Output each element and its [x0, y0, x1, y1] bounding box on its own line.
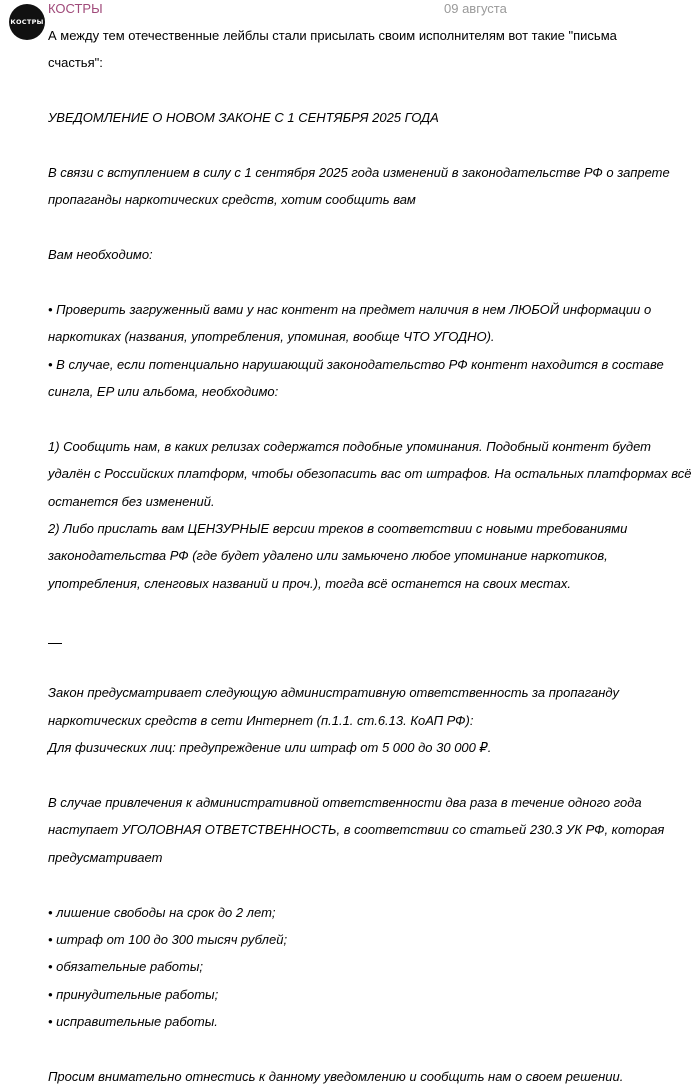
spacer: [48, 878, 673, 892]
spacer: [48, 221, 673, 235]
spacer: [48, 769, 673, 783]
law-line: наркотических средств в сети Интернет (п.1.1. ст.6.13. КоАП РФ):: [48, 712, 474, 728]
option-line: останется без изменений.: [48, 493, 215, 509]
penalty-item: • лишение свободы на срок до 2 лет;: [48, 904, 276, 920]
para-line: В связи с вступлением в силу с 1 сентября 2025 года изменений в законодательстве РФ о запрете: [48, 164, 670, 180]
spacer: [48, 412, 673, 426]
penalty-item: • исправительные работы.: [48, 1014, 218, 1030]
cut-off-line: Просим внимательно отнестись к данному уведомлению и сообщить нам о своем решении.: [48, 1068, 624, 1084]
criminal-line: предусматривает: [48, 849, 163, 865]
spacer: [48, 138, 673, 152]
channel-avatar[interactable]: [9, 4, 45, 40]
message-body: [48, 15, 691, 1090]
para-line: пропаганды наркотических средств, хотим сообщить вам: [48, 192, 416, 208]
spacer: [48, 604, 673, 618]
criminal-line: В случае привлечения к административной ответственности два раза в течение одного года: [48, 794, 642, 810]
option-line: 1) Сообщить нам, в каких релизах содержатся подобные упоминания. Подобный контент будет: [48, 438, 652, 454]
option-line: употребления, сленговых названий и проч.), тогда всё останется на своих местах.: [48, 575, 571, 591]
channel-name[interactable]: КОСТРЫ: [48, 1, 103, 16]
intro-line: А между тем отечественные лейблы стали присылать своим исполнителям вот такие "письма: [48, 27, 617, 43]
avatar-logo-text: КОСТРЫ: [10, 18, 44, 26]
penalty-item: • штраф от 100 до 300 тысяч рублей;: [48, 931, 288, 947]
intro-line: счастья":: [48, 55, 103, 71]
option-line: удалён с Российских платформ, чтобы обезопасить вас от штрафов. На остальных платформах всё: [48, 466, 691, 482]
separator: [48, 632, 673, 646]
bullet-line: наркотиках (названия, употребления, упоминая, вообще ЧТО УГОДНО).: [48, 329, 495, 345]
criminal-line: наступает УГОЛОВНАЯ ОТВЕТСТВЕННОСТЬ, в соответствии со статьей 230.3 УК РФ, которая: [48, 822, 665, 838]
penalty-item: • обязательные работы;: [48, 959, 203, 975]
bullet-line: • Проверить загруженный вами у нас контент на предмет наличия в нем ЛЮБОЙ информации о: [48, 301, 652, 317]
law-line: Закон предусматривает следующую административную ответственность за пропаганду: [48, 685, 619, 701]
option-line: 2) Либо прислать вам ЦЕНЗУРНЫЕ версии треков в соответствии с новыми требованиями: [48, 520, 628, 536]
option-line: законодательства РФ (где будет удалено или замьючено любое упоминание наркотиков,: [48, 548, 608, 564]
spacer: [48, 1043, 673, 1057]
penalty-item: • принудительные работы;: [48, 986, 219, 1002]
bullet-line: сингла, EP или альбома, необходимо:: [48, 383, 279, 399]
notice-title: УВЕДОМЛЕНИЕ О НОВОМ ЗАКОНЕ С 1 СЕНТЯБРЯ 2025 ГОДА: [48, 109, 439, 125]
spacer: [48, 84, 673, 98]
spacer: [48, 275, 673, 289]
law-line: Для физических лиц: предупреждение или штраф от 5 000 до 30 000 ₽.: [48, 740, 492, 756]
need-label: Вам необходимо:: [48, 246, 153, 262]
separator-dash: [48, 643, 62, 644]
bullet-line: • В случае, если потенциально нарушающий законодательство РФ контент находится в составе: [48, 356, 664, 372]
spacer: [48, 659, 673, 673]
message-date: 09 августа: [444, 1, 507, 16]
